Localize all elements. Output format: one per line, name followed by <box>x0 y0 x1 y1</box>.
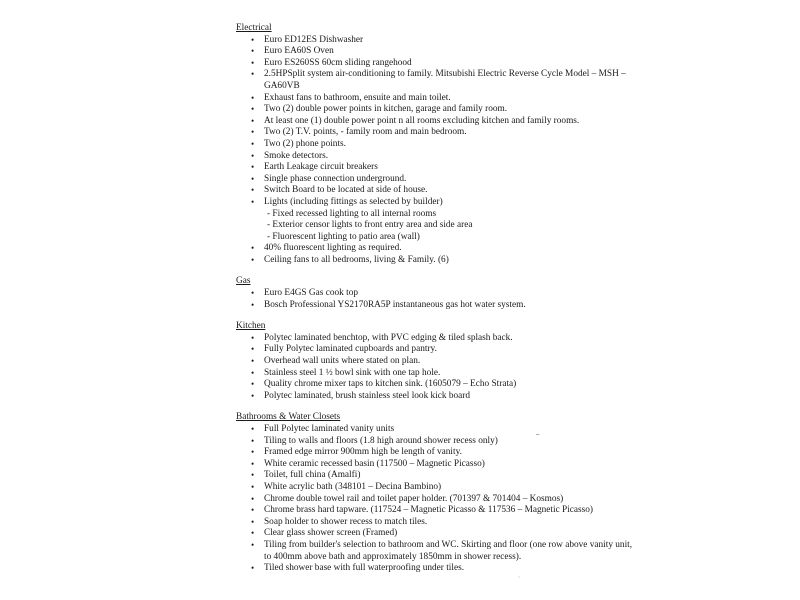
list-item <box>236 127 636 139</box>
list-item <box>236 197 636 243</box>
list-item-text: White ceramic recessed basin (117500 – Magnetic Picasso) <box>264 458 485 469</box>
list-item-text: Two (2) T.V. points, - family room and main bedroom. <box>264 127 467 138</box>
list-item <box>236 162 636 174</box>
list-item-text: Euro EA60S Oven <box>264 46 334 57</box>
list-item <box>236 505 636 517</box>
section-bathrooms-water-closets <box>236 412 636 574</box>
list-item-text: Quality chrome mixer taps to kitchen sink. (1605079 – Echo Strata) <box>264 379 517 390</box>
list-item-text: Fully Polytec laminated cupboards and pantry. <box>264 344 437 355</box>
scan-speck: ˌ <box>518 572 520 578</box>
list-item <box>236 174 636 186</box>
list-item-text: Smoke detectors. <box>264 150 329 161</box>
bullet-list <box>236 424 636 575</box>
list-item-text: Euro ES260SS 60cm sliding rangehood <box>264 57 412 68</box>
list-item <box>236 379 636 391</box>
bullet-list <box>236 333 636 403</box>
list-item-text: Single phase connection underground. <box>264 173 407 184</box>
section-heading: Electrical <box>236 23 272 33</box>
list-item-text: Ceiling fans to all bedrooms, living & Family. (6) <box>264 254 449 265</box>
list-item <box>236 255 636 267</box>
list-item-text: Exhaust fans to bathroom, ensuite and main toilet. <box>264 92 451 103</box>
list-item <box>236 528 636 540</box>
list-item-text: White acrylic bath (348101 – Decina Bambino) <box>264 481 442 492</box>
list-item <box>236 424 636 436</box>
list-item-text: Polytec laminated benchtop, with PVC edging & tiled splash back. <box>264 332 513 343</box>
list-item <box>236 344 636 356</box>
bullet-list <box>236 35 636 267</box>
list-item <box>236 35 636 47</box>
list-item-text: Clear glass shower screen (Framed) <box>264 528 398 539</box>
list-item-text: Tiling from builder's selection to bathroom and WC. Skirting and floor (one row above vanity unit, to 400mm above bath and approximately 1850mm in shower recess). <box>264 539 633 562</box>
list-item <box>236 494 636 506</box>
list-item <box>236 93 636 105</box>
list-item-text: Two (2) phone points. <box>264 138 346 149</box>
section-kitchen <box>236 321 636 402</box>
list-item-text: Tiled shower base with full waterproofing under tiles. <box>264 563 465 574</box>
section-electrical <box>236 23 636 266</box>
list-item-text: 40% fluorescent lighting as required. <box>264 243 402 254</box>
list-subline: - Fluorescent lighting to patio area (wall) <box>267 231 420 242</box>
section-heading: Bathrooms & Water Closets <box>236 412 341 423</box>
list-item-text: Chrome double towel rail and toilet paper holder. (701397 & 701404 – Kosmos) <box>264 493 564 504</box>
list-item <box>236 482 636 494</box>
list-item <box>236 139 636 151</box>
list-item <box>236 333 636 345</box>
list-item <box>236 540 636 563</box>
list-item-text: Switch Board to be located at side of house. <box>264 185 428 196</box>
list-item <box>236 470 636 482</box>
list-item <box>236 517 636 529</box>
list-item <box>236 356 636 368</box>
list-item <box>236 46 636 58</box>
list-item <box>236 459 636 471</box>
list-item <box>236 185 636 197</box>
section-heading: Kitchen <box>236 321 266 332</box>
section-heading: Gas <box>236 276 251 287</box>
list-item-text: Chrome brass hard tapware. (117524 – Magnetic Picasso & 117536 – Magnetic Picasso) <box>264 505 594 516</box>
list-subline: - Fixed recessed lighting to all internal rooms <box>267 208 437 219</box>
list-item-text: Overhead wall units where stated on plan. <box>264 356 421 367</box>
list-item <box>236 391 636 403</box>
list-subline: - Exterior censor lights to front entry area and side area <box>267 220 473 231</box>
list-item <box>236 368 636 380</box>
list-item-text: Euro E4GS Gas cook top <box>264 288 358 299</box>
scan-speck: – <box>536 432 540 438</box>
list-item-text: Framed edge mirror 900mm high be length of vanity. <box>264 447 462 458</box>
list-item <box>236 243 636 255</box>
list-item <box>236 151 636 163</box>
list-item-text: Polytec laminated, brush stainless steel look kick board <box>264 390 471 401</box>
list-item-text: Stainless steel 1 ½ bowl sink with one tap hole. <box>264 367 441 378</box>
list-item-text: Lights (including fittings as selected by builder) <box>264 196 443 207</box>
list-item-text: Toilet, full china (Amalfi) <box>264 470 361 481</box>
list-item-text: Earth Leakage circuit breakers <box>264 162 378 173</box>
list-item-text: At least one (1) double power point n all rooms excluding kitchen and family rooms. <box>264 115 580 126</box>
list-item-text: Soap holder to shower recess to match tiles. <box>264 516 428 527</box>
section-gas <box>236 276 636 311</box>
bullet-list <box>236 288 636 311</box>
list-item <box>236 563 636 575</box>
list-item <box>236 116 636 128</box>
list-item <box>236 300 636 312</box>
list-item <box>236 436 636 448</box>
list-item <box>236 447 636 459</box>
list-item <box>236 69 636 92</box>
list-item <box>236 58 636 70</box>
list-item-text: Euro ED12ES Dishwasher <box>264 34 364 45</box>
list-item <box>236 104 636 116</box>
list-item-text: Full Polytec laminated vanity units <box>264 424 395 434</box>
list-item-text: Two (2) double power points in kitchen, garage and family room. <box>264 104 508 115</box>
list-item-text: Bosch Professional YS2170RA5P instantaneous gas hot water system. <box>264 299 526 310</box>
list-item-text: 2.5HPSplit system air-conditioning to family. Mitsubishi Electric Reverse Cycle Model – MSH – GA60VB <box>264 69 626 91</box>
list-item-text: Tiling to walls and floors (1.8 high around shower recess only) <box>264 435 498 446</box>
document-page <box>236 23 636 575</box>
list-item <box>236 288 636 300</box>
